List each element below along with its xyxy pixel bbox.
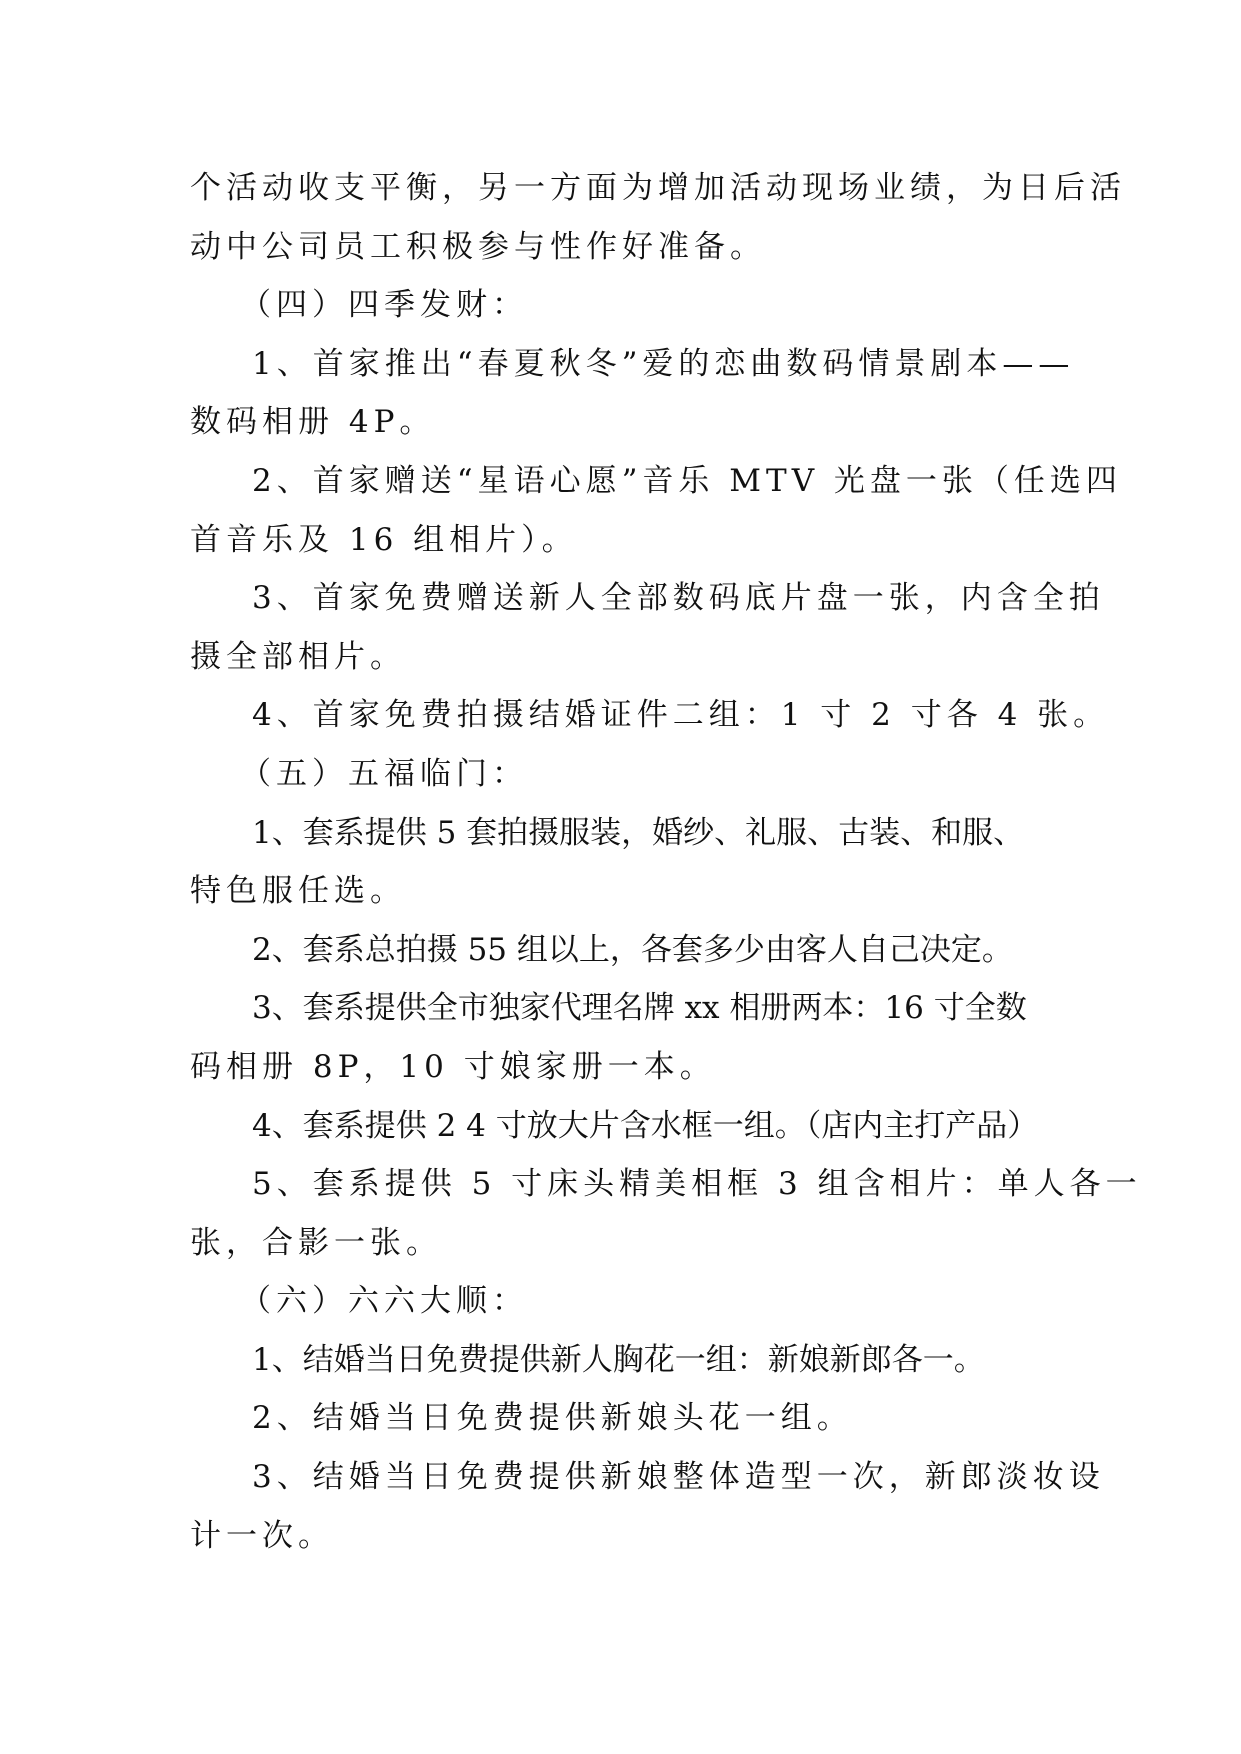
list-item: 4、套系提供 2 4 寸放大片含水框一组。（店内主打产品） bbox=[252, 1107, 1039, 1144]
list-item: 3、结婚当日免费提供新娘整体造型一次，新郎淡妆设 bbox=[252, 1459, 1105, 1496]
list-item-continuation: 码相册 8P，10 寸娘家册一本。 bbox=[190, 1048, 716, 1085]
list-item: 2、结婚当日免费提供新娘头花一组。 bbox=[252, 1400, 853, 1437]
list-item: 2、套系总拍摄 55 组以上，各套多少由客人自己决定。 bbox=[252, 931, 1013, 968]
list-item: 3、首家免费赠送新人全部数码底片盘一张，内含全拍 bbox=[252, 580, 1105, 617]
list-item: 1、套系提供 5 套拍摄服装，婚纱、礼服、古装、和服、 bbox=[252, 814, 1025, 851]
list-item-continuation: 摄全部相片。 bbox=[190, 638, 406, 675]
list-item-continuation: 首音乐及 16 组相片）。 bbox=[190, 521, 578, 558]
list-item: 1、结婚当日免费提供新人胸花一组：新娘新郎各一。 bbox=[252, 1341, 985, 1378]
list-item: 1、首家推出“春夏秋冬”爱的恋曲数码情景剧本—— bbox=[252, 345, 1075, 382]
list-item: 2、首家赠送“星语心愿”音乐 MTV 光盘一张（任选四 bbox=[252, 462, 1122, 499]
list-item: 5、套系提供 5 寸床头精美相框 3 组含相片：单人各一 bbox=[252, 1166, 1142, 1203]
document-body bbox=[190, 159, 1142, 1565]
section-heading-four-seasons: （四）四季发财： bbox=[240, 287, 528, 324]
paragraph-line: 动中公司员工积极参与性作好准备。 bbox=[190, 228, 766, 265]
list-item-continuation: 张，合影一张。 bbox=[190, 1224, 442, 1261]
paragraph-line: 个活动收支平衡，另一方面为增加活动现场业绩，为日后活 bbox=[190, 170, 1126, 206]
list-item: 4、首家免费拍摄结婚证件二组：1 寸 2 寸各 4 张。 bbox=[252, 697, 1110, 734]
list-item-continuation: 特色服任选。 bbox=[190, 873, 406, 910]
list-item-continuation: 数码相册 4P。 bbox=[190, 404, 436, 441]
list-item: 3、套系提供全市独家代理名牌 xx 相册两本：16 寸全数 bbox=[252, 990, 1027, 1027]
section-heading-five-blessings: （五）五福临门： bbox=[240, 755, 528, 792]
section-heading-six-smooth: （六）六六大顺： bbox=[240, 1283, 528, 1320]
list-item-continuation: 计一次。 bbox=[190, 1517, 334, 1554]
